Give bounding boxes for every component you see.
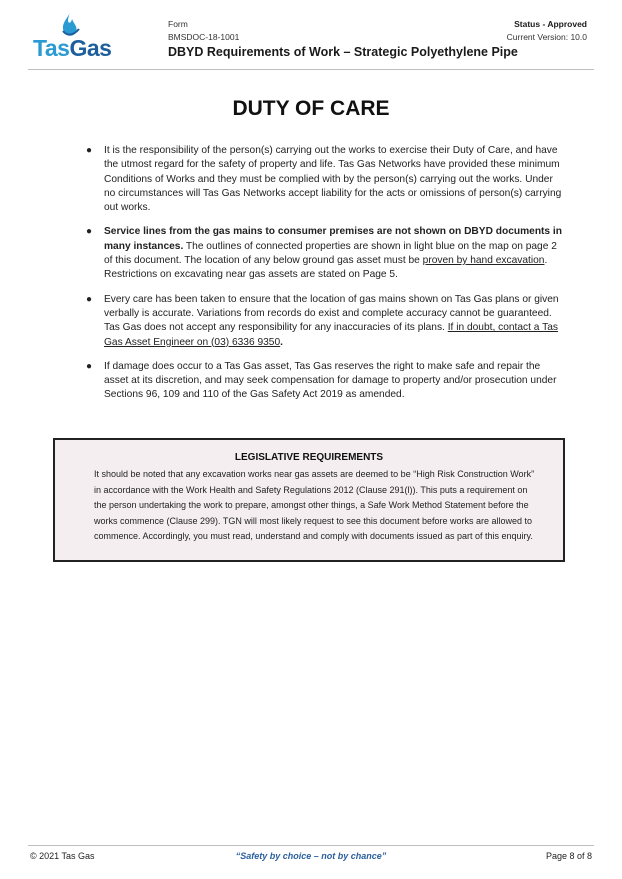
legislative-body: It should be noted that any excavation works near gas assets are deemed to be “High Risk Construction Work” in accordance with the Work Health and Safety Regulations 2012 (Clause 291(l)). This puts a requirement on the person undertaking the work to prepare, amongst other things, a Safe Work Method Statement before the works commence (Clause 299). TGN will most likely request to see this document before works are allowed to commence. Accordingly, you must read, understand and comply with documents issued as part of this enquiry. [94,469,535,541]
footer-divider [28,845,594,846]
document-number: BMSDOC-18-1001 [168,32,240,42]
page-title: DUTY OF CARE [232,97,390,120]
form-label: Form [168,19,188,29]
legislative-title: LEGISLATIVE REQUIREMENTS [234,452,384,463]
tasgas-logo [33,12,133,62]
list-item [86,360,566,403]
page-header [0,0,622,70]
bullet-icon: ● [86,226,93,238]
page-number: Page 8 of 8 [545,851,592,861]
bullet-text: It is the responsibility of the person(s) carrying out the works to exercise their Duty of Care, and have the utmost regard for the safety of property and life. Tas Gas Networks have provided these minimum Conditions of Works and they must be complied with by the person(s) carrying out the works. Under no circumstances will Tas Gas Networks accept liability for the acts or omissions of person(s) carrying out works. [104,145,562,214]
list-item [86,225,566,282]
copyright-text: © 2021 Tas Gas [30,851,95,861]
contact-asset-engineer-text: If in doubt, contact a Tas Gas Asset Engineer on (03) 6336 9350 [104,322,558,348]
list-item [86,144,566,215]
bullet-icon: ● [86,293,93,305]
bullet-bold-text: Service lines from the gas mains to consumer premises are not shown on DBYD documents in many instances. [104,226,562,252]
legislative-requirements-box [53,438,565,562]
bullet-text: Every care has been taken to ensure that the location of gas mains shown on Tas Gas plans or given verbally is accurate. Variations from records do exist and complete accuracy cannot be guaranteed. Tas Gas does not accept any responsibility for any inaccuracies of its plans. [104,293,559,334]
bullet-icon: ● [86,145,93,156]
status-label: Status - Approved [514,19,587,29]
bullet-text: If damage does occur to a Tas Gas asset, Tas Gas reserves the right to make safe and repair the asset at its discretion, and may seek compensation for damage to property and/or prosecution under Sections 96, 109 and 110 of the Gas Safety Act 2019 as amended. [104,360,557,401]
list-item [86,293,566,350]
header-divider [28,69,594,70]
footer-slogan: “Safety by choice – not by chance” [235,851,387,861]
logo-wordmark: TasGas [33,35,112,61]
underlined-text: proven by hand excavation [422,255,545,267]
bullet-text: The outlines of connected properties are shown in light blue on the map on page 2 of this document. The location of any below ground gas asset must be [104,240,557,267]
bullet-icon: ● [86,360,93,372]
document-title: DBYD Requirements of Work – Strategic Polyethylene Pipe [168,45,518,59]
bullet-text-end: . [280,336,283,348]
bullet-text-end: . Restrictions on excavating near gas assets are stated on Page 5. [104,255,548,281]
duty-of-care-list [86,144,566,413]
version-label: Current Version: 10.0 [506,32,587,42]
